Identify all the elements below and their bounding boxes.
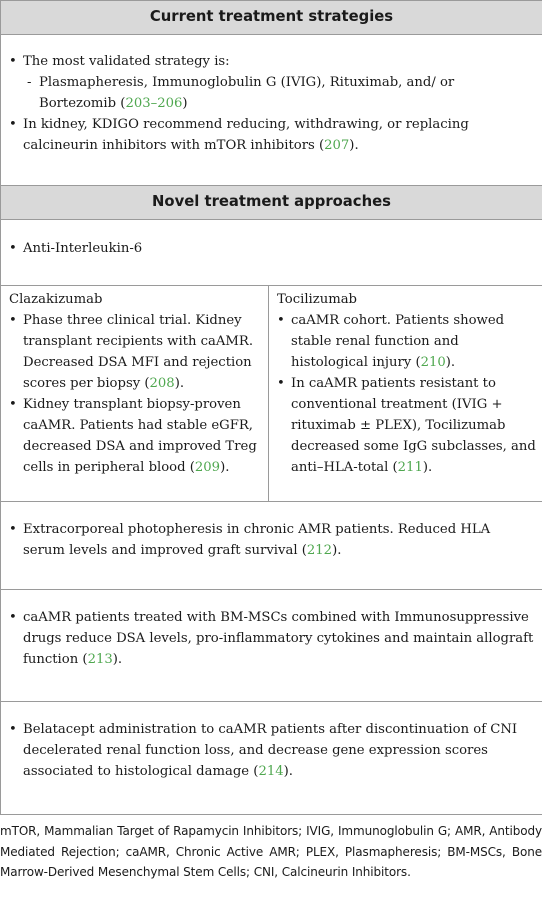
clazakizumab-cell [1, 286, 269, 502]
toci-bullet-1-text: caAMR cohort. Patients showed stable renal function and histological injury [291, 313, 505, 370]
toci-bullet-1: • caAMR cohort. Patients showed stable renal function and histological injury (210). [277, 310, 536, 373]
current-bullet-1-text: The most validated strategy is: [23, 54, 230, 69]
current-bullet-2: • In kidney, KDIGO recommend reducing, withdrawing, or replacing calcineurin inhibitors with mTOR inhibitors (207). [9, 114, 534, 156]
bm-msc-bullet: • caAMR patients treated with BM-MSCs combined with Immunosuppressive drugs reduce DSA levels, pro-inflammatory cytokines and maintain allograft function (213). [9, 607, 534, 670]
ref-link[interactable]: 212 [306, 543, 333, 558]
ref-link[interactable]: 208 [149, 376, 175, 391]
claza-bullet-1: • Phase three clinical trial. Kidney transplant recipients with caAMR. Decreased DSA MFI and rejection scores per biopsy (208). [9, 310, 262, 394]
belatacept-cell [1, 702, 542, 815]
tocilizumab-title: Tocilizumab [277, 292, 357, 307]
toci-bullet-2-text: In caAMR patients resistant to conventional treatment (IVIG + rituximab ± PLEX), Tocilizumab decreased some IgG subclasses, and anti–HLA-total [291, 376, 536, 475]
photopheresis-text: Extracorporeal photopheresis in chronic AMR patients. Reduced HLA serum levels and improved graft survival [23, 522, 491, 558]
photopheresis-cell [1, 502, 542, 590]
table-footnote: mTOR, Mammalian Target of Rapamycin Inhibitors; IVIG, Immunoglobulin G; AMR, Antibody Mediated Rejection; caAMR, Chronic Active AMR; PLEX, Plasmapheresis; BM-MSCs, Bone Marrow-Derived Mesenchymal Stem Cells; CNI, Calcineurin Inhibitors. [0, 824, 542, 879]
belatacept-text: Belatacept administration to caAMR patients after discontinuation of CNI decelerated renal function loss, and decrease gene expression scores associated to histological damage [23, 722, 518, 779]
current-bullet-1 [9, 51, 534, 114]
toci-bullet-2: • In caAMR patients resistant to conventional treatment (IVIG + rituximab ± PLEX), Tocilizumab decreased some IgG subclasses, and anti–HLA-total (211). [277, 373, 536, 478]
clazakizumab-title: Clazakizumab [9, 292, 103, 307]
anti-il6-cell [1, 220, 542, 286]
current-sub-text: Plasmapheresis, Immunoglobulin G (IVIG), Rituximab, and/ or Bortezomib [39, 75, 455, 111]
ref-link[interactable]: 207 [324, 138, 350, 153]
novel-approaches-header: Novel treatment approaches [1, 186, 542, 220]
ref-link[interactable]: 210 [420, 355, 446, 370]
ref-link[interactable]: 211 [397, 460, 423, 475]
ref-link[interactable]: 213 [87, 652, 113, 667]
current-strategies-header: Current treatment strategies [1, 1, 542, 35]
anti-il6-bullet: • Anti-Interleukin-6 [9, 238, 534, 259]
ref-link[interactable]: 203–206 [125, 96, 183, 111]
tocilizumab-cell [269, 286, 542, 502]
claza-bullet-2-text: Kidney transplant biopsy-proven caAMR. Patients had stable eGFR, decreased DSA and improved Treg cells in peripheral blood [23, 397, 257, 475]
current-sub-bullet: - Plasmapheresis, Immunoglobulin G (IVIG), Rituximab, and/ or Bortezomib (203–206) [23, 72, 534, 114]
current-bullet-2-text: In kidney, KDIGO recommend reducing, withdrawing, or replacing calcineurin inhibitors with mTOR inhibitors [23, 117, 469, 153]
claza-bullet-2: • Kidney transplant biopsy-proven caAMR. Patients had stable eGFR, decreased DSA and improved Treg cells in peripheral blood (209). [9, 394, 262, 478]
ref-link[interactable]: 214 [258, 764, 284, 779]
photopheresis-bullet: • Extracorporeal photopheresis in chronic AMR patients. Reduced HLA serum levels and improved graft survival (212). [9, 519, 534, 561]
bm-msc-cell [1, 590, 542, 702]
claza-bullet-1-text: Phase three clinical trial. Kidney transplant recipients with caAMR. Decreased DSA MFI and rejection scores per biopsy [23, 313, 254, 391]
belatacept-bullet: • Belatacept administration to caAMR patients after discontinuation of CNI decelerated renal function loss, and decrease gene expression scores associated to histological damage (214). [9, 719, 534, 782]
bm-msc-text: caAMR patients treated with BM-MSCs combined with Immunosuppressive drugs reduce DSA levels, pro-inflammatory cytokines and maintain allograft function [23, 610, 534, 667]
current-strategies-cell [1, 35, 542, 186]
ref-link[interactable]: 209 [194, 460, 221, 475]
